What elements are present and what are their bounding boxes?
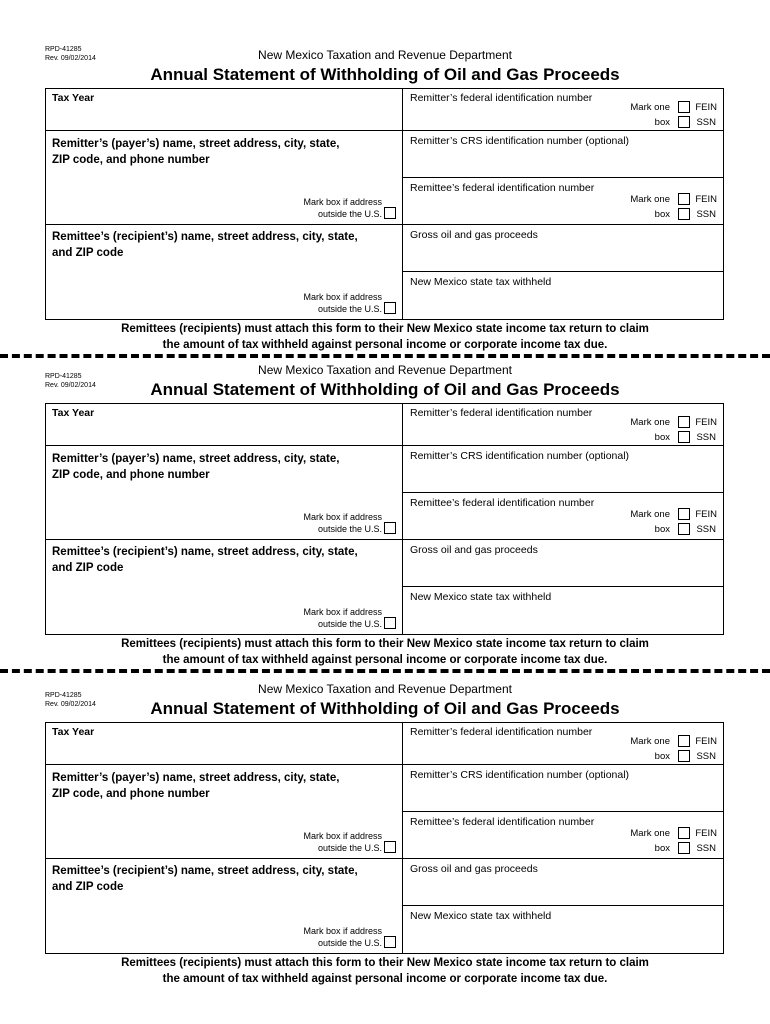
department-name: New Mexico Taxation and Revenue Department [258,48,512,62]
remittee-fed-id-label: Remittee’s federal identification number [410,816,595,828]
box-label: box [654,524,670,535]
remitter-federal-id-field[interactable] [402,88,724,131]
department-name: New Mexico Taxation and Revenue Department [258,363,512,377]
remittee-fed-id-label: Remittee’s federal identification number [410,497,595,509]
ssn-label: SSN [696,843,716,854]
gross-proceeds-label: Gross oil and gas proceeds [410,544,538,556]
fein-label: FEIN [695,194,717,205]
form-revision: Rev. 09/02/2014 [45,55,96,62]
remittee-fed-id-label: Remittee’s federal identification number [410,182,595,194]
remitter-outside-us-checkbox[interactable] [384,207,396,219]
remittee-federal-id-field[interactable] [402,811,724,859]
remitter-federal-id-field[interactable] [402,722,724,765]
remitter-crs-label: Remitter’s CRS identification number (optional) [410,135,630,147]
box-label: box [654,432,670,443]
tax-withheld-label: New Mexico state tax withheld [410,276,552,288]
remittee-name-address-field[interactable] [45,224,403,320]
remitter-name-label: Remitter’s (payer’s) name, street address, city, state, ZIP code, and phone number [52,453,340,481]
tax-year-field[interactable] [45,722,403,765]
remitter-crs-label: Remitter’s CRS identification number (optional) [410,450,630,462]
remitter-name-address-field[interactable] [45,130,403,225]
ssn-label: SSN [696,524,716,535]
remitter-federal-id-field[interactable] [402,403,724,446]
gross-proceeds-label: Gross oil and gas proceeds [410,229,538,241]
remittee-fein-checkbox[interactable] [678,193,690,205]
form-copy-3 [0,676,770,988]
notice-line-2: the amount of tax withheld against personal income or corporate income tax due. [162,973,608,985]
fein-label: FEIN [695,417,717,428]
remittee-name-label: Remittee’s (recipient’s) name, street address, city, state, and ZIP code [52,231,358,259]
box-label: box [654,751,670,762]
remitter-ssn-checkbox[interactable] [678,116,690,128]
mark-one-label: Mark one [630,417,670,428]
mark-one-label: Mark one [630,736,670,747]
fein-label: FEIN [695,509,717,520]
remittee-name-label: Remittee’s (recipient’s) name, street address, city, state, and ZIP code [52,865,358,893]
notice-line-1: Remittees (recipients) must attach this form to their New Mexico state income tax return to claim [121,957,649,969]
gross-proceeds-field[interactable] [402,858,724,906]
remittee-name-label: Remittee’s (recipient’s) name, street address, city, state, and ZIP code [52,546,358,574]
remittee-ssn-checkbox[interactable] [678,523,690,535]
ssn-label: SSN [696,432,716,443]
cut-line [0,669,770,673]
tax-year-field[interactable] [45,88,403,131]
form-title: Annual Statement of Withholding of Oil and Gas Proceeds [150,65,620,84]
remitter-outside-us-checkbox[interactable] [384,522,396,534]
remitter-outside-us-label: Mark box if address outside the U.S. [303,197,382,219]
department-name: New Mexico Taxation and Revenue Department [258,682,512,696]
remitter-crs-id-field[interactable] [402,445,724,493]
remitter-outside-us-label: Mark box if address outside the U.S. [303,512,382,534]
remitter-name-address-field[interactable] [45,764,403,859]
remittee-outside-us-label: Mark box if address outside the U.S. [303,607,382,629]
remitter-name-label: Remitter’s (payer’s) name, street address, city, state, ZIP code, and phone number [52,772,340,800]
tax-withheld-field[interactable] [402,271,724,320]
remitter-ssn-checkbox[interactable] [678,750,690,762]
tax-withheld-label: New Mexico state tax withheld [410,910,552,922]
remitter-crs-id-field[interactable] [402,764,724,812]
ssn-label: SSN [696,117,716,128]
mark-one-label: Mark one [630,828,670,839]
remittee-fein-checkbox[interactable] [678,827,690,839]
form-revision: Rev. 09/02/2014 [45,382,96,389]
remittee-ssn-checkbox[interactable] [678,208,690,220]
tax-year-label: Tax Year [52,92,95,104]
tax-withheld-field[interactable] [402,905,724,954]
tax-withheld-field[interactable] [402,586,724,635]
form-copy-2 [0,357,770,669]
remitter-fed-id-label: Remitter’s federal identification number [410,92,593,104]
form-number: RPD-41285 [45,373,82,380]
ssn-label: SSN [696,751,716,762]
remittee-outside-us-checkbox[interactable] [384,617,396,629]
form-title: Annual Statement of Withholding of Oil and Gas Proceeds [150,699,620,718]
remittee-name-address-field[interactable] [45,539,403,635]
remitter-outside-us-label: Mark box if address outside the U.S. [303,831,382,853]
fein-label: FEIN [695,828,717,839]
form-title: Annual Statement of Withholding of Oil and Gas Proceeds [150,380,620,399]
tax-year-label: Tax Year [52,407,95,419]
remittee-outside-us-label: Mark box if address outside the U.S. [303,926,382,948]
notice-line-2: the amount of tax withheld against personal income or corporate income tax due. [162,339,608,351]
box-label: box [654,843,670,854]
gross-proceeds-field[interactable] [402,539,724,587]
notice-line-2: the amount of tax withheld against personal income or corporate income tax due. [162,654,608,666]
remitter-fed-id-label: Remitter’s federal identification number [410,407,593,419]
fein-label: FEIN [695,736,717,747]
remittee-outside-us-label: Mark box if address outside the U.S. [303,292,382,314]
remittee-ssn-checkbox[interactable] [678,842,690,854]
form-number: RPD-41285 [45,692,82,699]
form-copy-1 [0,42,770,354]
box-label: box [654,209,670,220]
tax-year-field[interactable] [45,403,403,446]
remittee-outside-us-checkbox[interactable] [384,936,396,948]
remitter-name-label: Remitter’s (payer’s) name, street address, city, state, ZIP code, and phone number [52,138,340,166]
form-revision: Rev. 09/02/2014 [45,701,96,708]
remitter-fein-checkbox[interactable] [678,416,690,428]
mark-one-label: Mark one [630,509,670,520]
remitter-ssn-checkbox[interactable] [678,431,690,443]
remitter-crs-id-field[interactable] [402,130,724,178]
remitter-outside-us-checkbox[interactable] [384,841,396,853]
remittee-federal-id-field[interactable] [402,492,724,540]
ssn-label: SSN [696,209,716,220]
fein-label: FEIN [695,102,717,113]
remittee-fein-checkbox[interactable] [678,508,690,520]
form-number: RPD-41285 [45,46,82,53]
gross-proceeds-field[interactable] [402,224,724,272]
remitter-fed-id-label: Remitter’s federal identification number [410,726,593,738]
remitter-crs-label: Remitter’s CRS identification number (optional) [410,769,630,781]
attach-notice [0,955,770,987]
remittee-outside-us-checkbox[interactable] [384,302,396,314]
remittee-name-address-field[interactable] [45,858,403,954]
tax-withheld-label: New Mexico state tax withheld [410,591,552,603]
attach-notice [0,636,770,668]
remittee-federal-id-field[interactable] [402,177,724,225]
notice-line-1: Remittees (recipients) must attach this form to their New Mexico state income tax return to claim [121,323,649,335]
gross-proceeds-label: Gross oil and gas proceeds [410,863,538,875]
tax-year-label: Tax Year [52,726,95,738]
notice-line-1: Remittees (recipients) must attach this form to their New Mexico state income tax return to claim [121,638,649,650]
remitter-name-address-field[interactable] [45,445,403,540]
attach-notice [0,321,770,353]
mark-one-label: Mark one [630,102,670,113]
remitter-fein-checkbox[interactable] [678,735,690,747]
mark-one-label: Mark one [630,194,670,205]
box-label: box [654,117,670,128]
remitter-fein-checkbox[interactable] [678,101,690,113]
